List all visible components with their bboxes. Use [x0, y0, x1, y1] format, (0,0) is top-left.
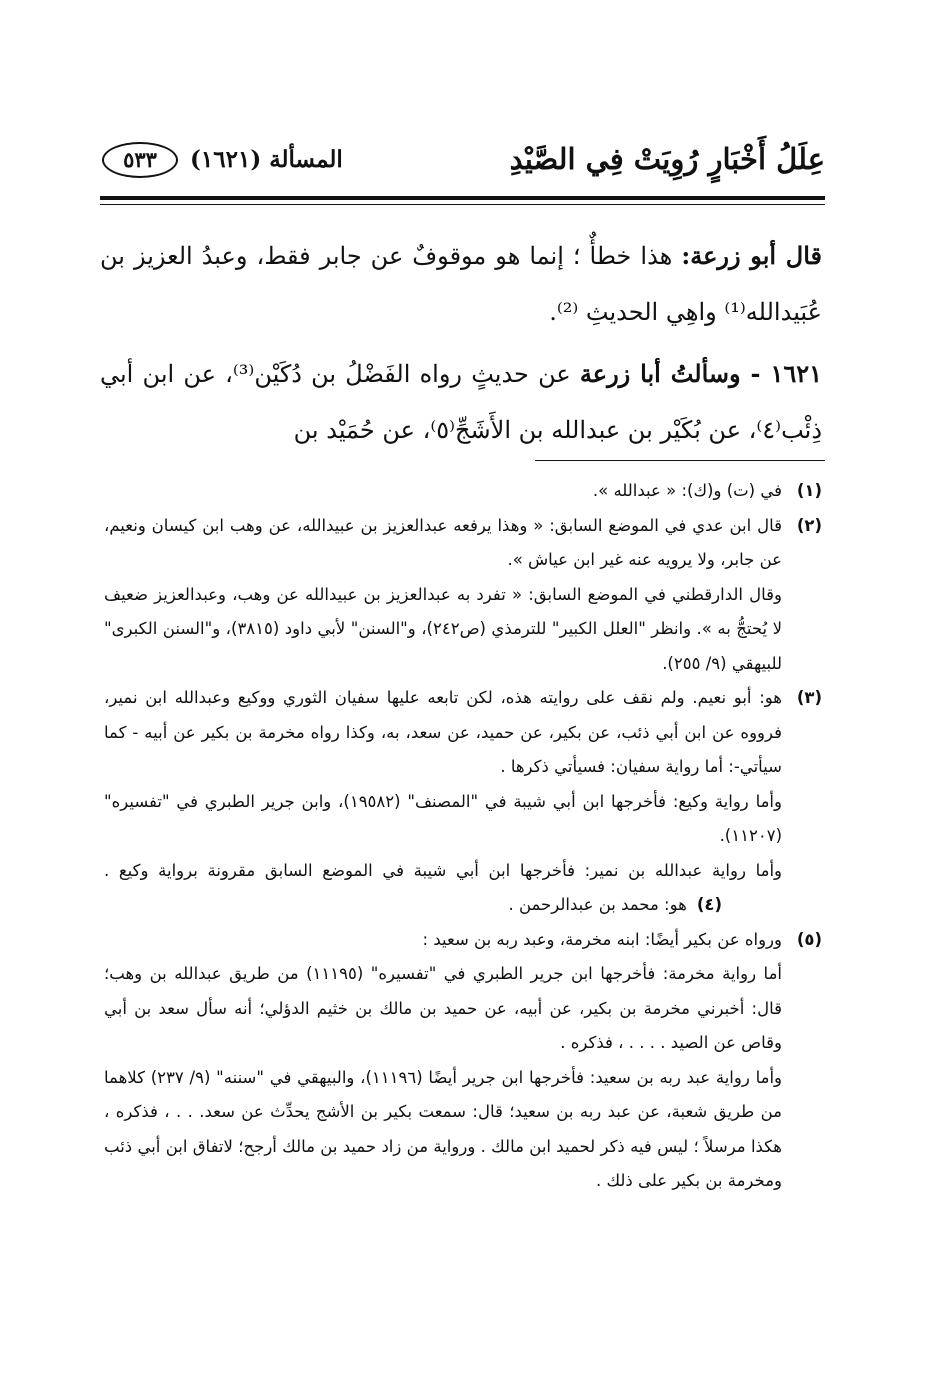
- paragraph-text: عن حديثٍ رواه الفَضْلُ بن دُكَيْن⁽³⁾، عن ابن أبي ذِئْب⁽٤⁾، عن بُكَيْر بن عبدالله بن الأَشَجِّ⁽٥⁾، عن حُمَيْد بن: [100, 360, 822, 444]
- footnote-line: قال ابن عدي في الموضع السابق: « وهذا يرفعه عبدالعزيز بن عبيدالله، عن وهب ابن كيسان ونعيم، عن جابر، ولا يرويه عنه غير ابن عياش ».: [104, 515, 782, 569]
- footnote-line: ورواه عن بكير أيضًا: ابنه مخرمة، وعبد ربه بن سعيد :: [422, 929, 782, 949]
- footnote-line: وقال الدارقطني في الموضع السابق: « تفرد به عبدالعزيز بن عبيدالله عن وهب، وعبدالعزيز ضعيف لا يُحتجُّ به ». وانظر "العلل الكبير" للترمذي (ص٢٤٢)، و"السنن" لأبي داود (٣٨١٥)، و"السنن الكبرى" للبيهقي (٩/ ٢٥٥).: [104, 584, 783, 673]
- footnote-4: [508, 888, 722, 923]
- footnote-number: (٣): [796, 688, 822, 707]
- footnote-line: هو: أبو نعيم. ولم نقف على روايته هذه، لكن تابعه عليها سفيان الثوري ووكيع وعبدالله ابن نمير، فرووه عن ابن أبي ذئب، عن بكير، عن حميد، عن سعد، به، وكذا رواه مخرمة بن بكير عن أبيه - كما سيأتي-: أما رواية سفيان: فسيأتي ذكرها .: [104, 688, 782, 776]
- paragraph-issue-1621: [100, 346, 822, 458]
- paragraph-lead: ١٦٢١ - وسألتُ أبا زرعة: [579, 359, 823, 388]
- footnote-line: [104, 854, 782, 923]
- footnote-number: (١): [796, 481, 822, 500]
- header-rule-thin: [100, 204, 825, 205]
- paragraph-text: هذا خطأٌ ؛ إنما هو موقوفٌ عن جابر فقط، وعبدُ العزيز بن عُبَيدالله⁽¹⁾ واهِي الحديثِ ⁽²⁾.: [100, 242, 822, 326]
- footnote-2: [104, 509, 822, 682]
- footnote-number: (٤): [696, 895, 722, 914]
- footnote-line-text: وأما رواية عبدالله بن نمير: فأخرجها ابن أبي شيبة في الموضع السابق مقرونة برواية وكيع .: [104, 860, 782, 880]
- running-title: عِلَلُ أَخْبَارٍ رُوِيَتْ فِي الصَّيْدِ: [509, 142, 825, 176]
- footnote-line-text: هو: محمد بن عبدالرحمن .: [508, 895, 687, 914]
- page-number-oval: [102, 142, 178, 178]
- footnote-3: [104, 681, 822, 923]
- footnote-line: أما رواية مخرمة: فأخرجها ابن جرير الطبري في "تفسيره" (١١١٩٥) من طريق عبدالله بن وهب؛ قال: أخبرني مخرمة بن بكير، عن أبيه، عن حميد بن مالك بن خثيم الدؤلي؛ أنه سأل سعد بن أبي وقاص عن الصيد . . . . ، فذكره .: [104, 964, 782, 1052]
- page-header: [100, 140, 825, 190]
- main-text: [100, 228, 822, 458]
- paragraph-lead: قال أبو زرعة:: [681, 241, 823, 270]
- issue-label: المسألة (١٦٢١): [190, 146, 343, 173]
- header-rule-thick: [100, 196, 825, 200]
- page-number: ٥٣٣: [123, 147, 157, 172]
- footnote-5: [104, 923, 822, 1199]
- footnote-body: [104, 474, 782, 509]
- footnote-number: (٥): [796, 929, 822, 949]
- footnote-line: في (ت) و(ك): « عبدالله ».: [592, 481, 782, 500]
- footnote-body: [104, 681, 782, 923]
- paragraph-abu-zura: [100, 228, 822, 340]
- footnote-number: (٢): [796, 515, 822, 535]
- footnote-body: [104, 923, 782, 1199]
- footnote-body: [104, 509, 782, 682]
- footnote-separator: [535, 460, 825, 461]
- footnotes: [104, 474, 822, 1199]
- footnote-1: [104, 474, 822, 509]
- footnote-line: وأما رواية وكيع: فأخرجها ابن أبي شيبة في "المصنف" (١٩٥٨٢)، وابن جرير الطبري في "تفسيره"(١١٢٠٧).: [104, 791, 782, 845]
- footnote-line: وأما رواية عبد ربه بن سعيد: فأخرجها ابن جرير أيضًا (١١١٩٦)، والبيهقي في "سننه" (٩/ ٢٣٧) كلاهما من طريق شعبة، عن عبد ربه بن سعيد؛ قال: سمعت بكير بن الأشج يحدِّث عن سعد. . . ، فذكره ، هكذا مرسلاً ؛ ليس فيه ذكر لحميد ابن مالك . ورواية من زاد حميد بن مالك أرجح؛ لاتفاق ابن أبي ذئب ومخرمة بن بكير على ذلك .: [104, 1067, 783, 1190]
